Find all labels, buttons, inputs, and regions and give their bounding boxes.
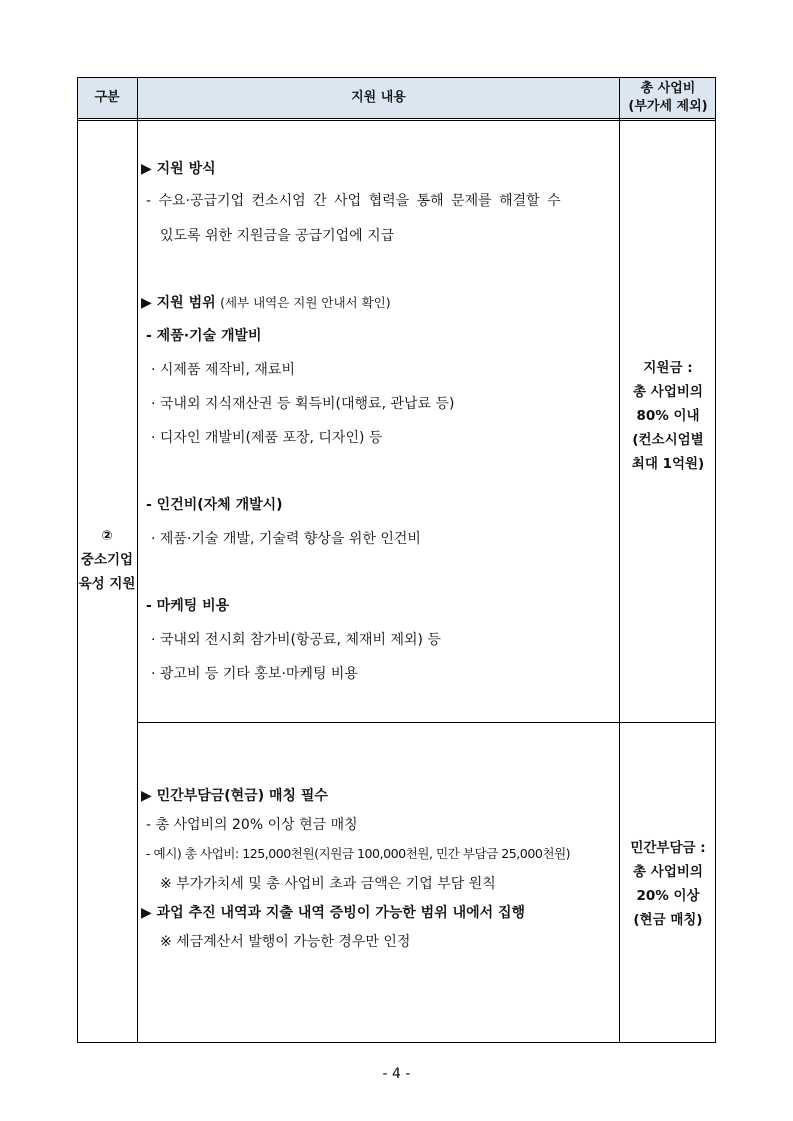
support-scope-title: ▶ 지원 범위 [141,295,216,311]
labor-cost-heading: - 인건비(자체 개발시) [146,497,283,513]
category-line2: 육성 지원 [78,576,136,592]
execution-note: ※ 세금계산서 발행이 가능한 경우만 인정 [160,934,411,950]
budget1-line3: 80% 이내 [636,408,700,424]
header-budget-line1: 총 사업비 [640,81,696,96]
labor-cost-item-1: · 제품·기술 개발, 기술력 향상을 위한 인건비 [151,531,421,547]
border-col-1 [137,77,138,1043]
execution-heading: ▶ 과업 추진 내역과 지출 내역 증빙이 가능한 범위 내에서 집행 [141,905,526,921]
header-budget [620,77,716,119]
budget2-line1: 민간부담금 : [630,840,706,856]
support-scope-heading [141,293,391,313]
support-scope-note: (세부 내역은 지원 안내서 확인) [220,295,391,310]
matching-item-1: - 총 사업비의 20% 이상 현금 매칭 [146,817,358,833]
budget2-line2: 총 사업비의 [633,864,703,880]
marketing-cost-item-2: · 광고비 등 기타 홍보·마케팅 비용 [151,666,358,682]
dev-cost-item-2: · 국내외 지식재산권 등 획득비(대행료, 관납료 등) [151,396,455,412]
border-row-divider [137,722,716,723]
dev-cost-item-1: · 시제품 제작비, 재료비 [151,362,295,378]
budget1-line4: (컨소시엄별 [632,432,704,448]
marketing-cost-heading: - 마케팅 비용 [146,598,230,614]
budget1-line1: 지원금 : [643,360,693,376]
header-content: 지원 내용 [351,90,406,105]
matching-note: ※ 부가가치세 및 총 사업비 초과 금액은 기업 부담 원칙 [160,876,496,892]
matching-example: - 예시) 총 사업비: 125,000천원(지원금 100,000천원, 민간 부담금 25,000천원) [146,846,571,861]
dev-cost-item-3: · 디자인 개발비(제품 포장, 디자인) 등 [151,430,383,446]
support-table [77,77,716,1043]
marketing-cost-item-1: · 국내외 전시회 참가비(항공료, 체재비 제외) 등 [151,632,441,648]
budget2-line4: (현금 매칭) [633,912,703,928]
support-method-desc-2: 있도록 위한 지원금을 공급기업에 지급 [160,228,395,244]
category-line1: 중소기업 [80,552,134,568]
border-bottom [77,1042,716,1043]
budget1-line5: 최대 1억원) [631,456,705,472]
category-num: ② [101,528,113,544]
header-category: 구분 [94,90,120,105]
support-method-desc-1: - 수요·공급기업 컨소시엄 간 사업 협력을 통해 문제를 해결할 수 [146,193,561,209]
matching-heading: ▶ 민간부담금(현금) 매칭 필수 [141,788,328,804]
budget-cell-2 [620,836,716,932]
header-budget-line2: (부가세 제외) [628,99,708,114]
budget1-line2: 총 사업비의 [633,384,703,400]
dev-cost-heading: - 제품·기술 개발비 [146,328,262,344]
budget2-line3: 20% 이상 [636,888,700,904]
border-header-2 [77,120,716,121]
page-number: - 4 - [382,1066,411,1082]
support-method-heading: ▶ 지원 방식 [141,161,216,177]
budget-cell-1 [620,356,716,476]
category-cell [77,524,137,596]
